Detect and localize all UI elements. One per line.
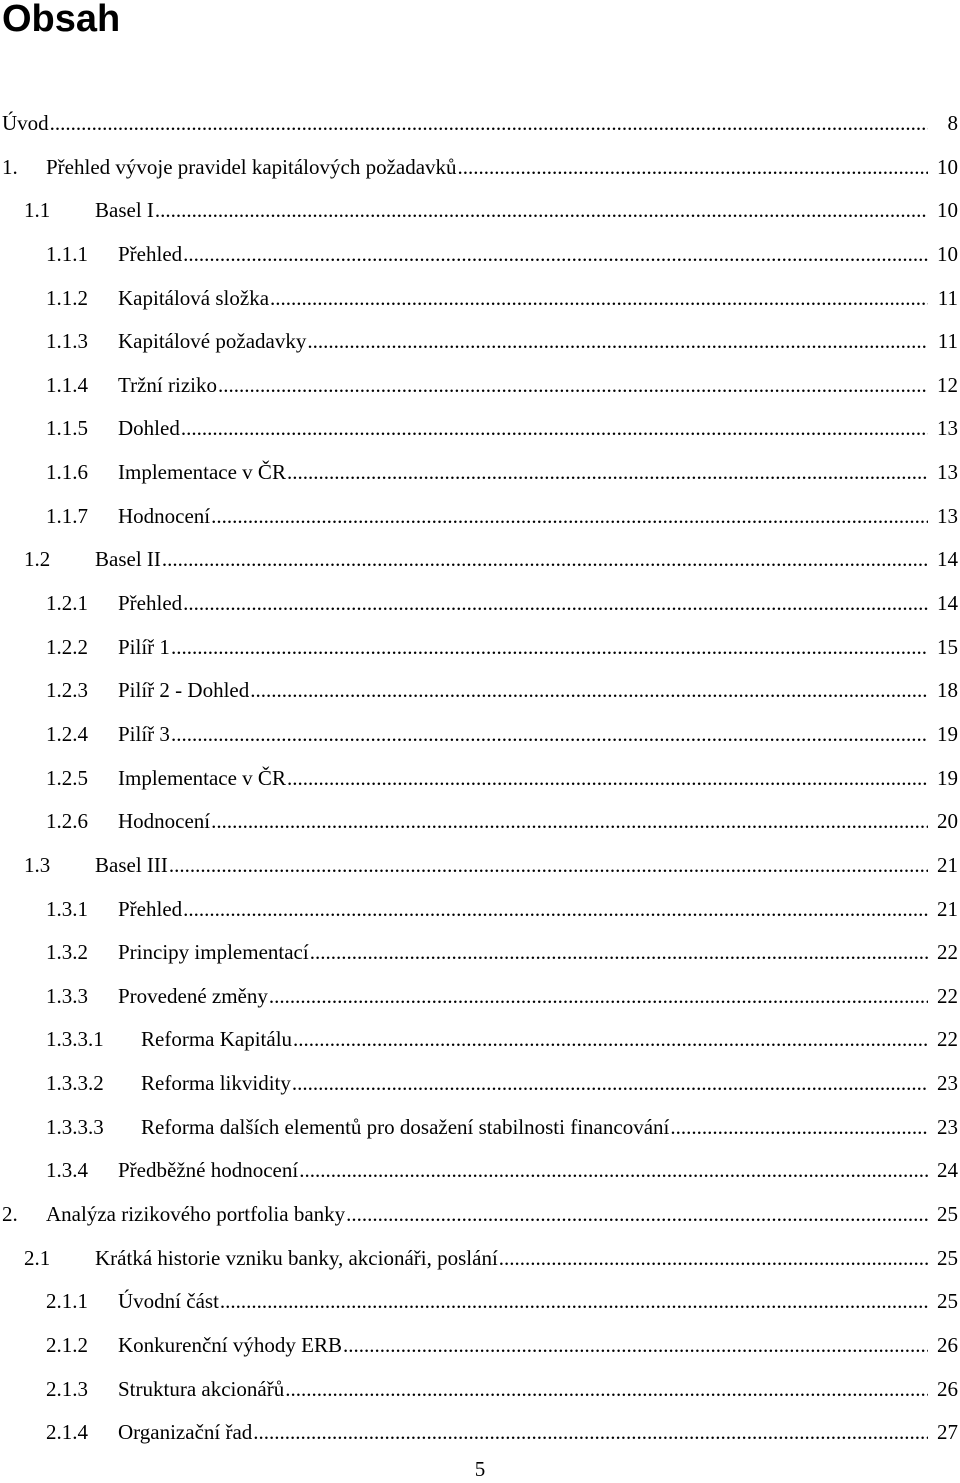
toc-entry-title: Přehled [118,888,182,932]
toc-entry-title: Dohled [118,407,180,451]
toc-entry[interactable] [0,451,960,495]
toc-entry-number: 1.1.3 [46,329,88,354]
toc-entry-title: Krátká historie vzniku banky, akcionáři, poslání [95,1237,498,1281]
toc-entry-page: 14 [937,547,958,572]
toc-entry-page: 13 [937,503,958,528]
toc-entry-page: 10 [937,154,958,179]
toc-entry-page: 10 [937,241,958,266]
toc-entry-title-line [118,1411,960,1455]
toc-entry-page: 24 [937,1158,958,1183]
toc-entry-number: 1.3.3.1 [46,1027,104,1052]
toc-entry-page: 8 [947,111,958,135]
toc-entry-page: 23 [937,1071,958,1096]
toc-dot-leader [49,102,928,146]
toc-entry-title-line [141,1106,960,1150]
toc-entry-title: Hodnocení [118,495,210,539]
toc-entry-title: Úvodní část [118,1280,219,1324]
toc-entry-title: Struktura akcionářů [118,1368,284,1412]
toc-entry-title: Úvod [2,102,49,146]
toc-entry-title: Analýza rizikového portfolia banky [46,1193,345,1237]
toc-entry-title-line [95,189,960,233]
toc-entry-title-line [141,1018,960,1062]
toc-entry-number: 2.1 [24,1245,51,1270]
toc-entry-number: 1.2.5 [46,765,88,790]
toc-dot-leader [219,1280,928,1324]
toc-dot-leader [217,364,928,408]
toc-entry-number: 1.2.4 [46,721,88,746]
toc-dot-leader [170,626,928,670]
toc-entry[interactable] [0,407,960,451]
toc-entry-page: 14 [937,591,958,616]
toc-entry-page: 18 [937,678,958,703]
toc-entry-page: 21 [937,896,958,921]
toc-entry-title-line [118,320,960,364]
page-number: 5 [474,1457,486,1481]
toc-entry-page: 26 [937,1376,958,1401]
toc-entry-title-line [118,713,960,757]
toc-entry[interactable] [0,1193,960,1237]
toc-entry-title: Reforma likvidity [141,1062,291,1106]
toc-entry-title: Principy implementací [118,931,309,975]
toc-entry[interactable] [0,1280,960,1324]
toc-entry-title-line [95,1237,960,1281]
toc-entry-number: 2.1.3 [46,1376,88,1401]
toc-entry-page: 19 [937,765,958,790]
toc-entry-page: 26 [937,1332,958,1357]
toc-entry-number: 1.1.2 [46,285,88,310]
toc-entry-title-line [95,844,960,888]
toc-entry-title-line [118,800,960,844]
toc-entry-number: 1.3.2 [46,940,88,965]
toc-entry-title: Tržní riziko [118,364,217,408]
toc-entry-title-line [2,102,960,146]
toc-dot-leader [252,1411,928,1455]
toc-entry[interactable] [0,146,960,190]
toc-entry-page: 25 [937,1289,958,1314]
toc-entry[interactable] [0,1324,960,1368]
toc-entry[interactable] [0,757,960,801]
toc-entry[interactable] [0,102,960,146]
toc-dot-leader [284,1368,928,1412]
toc-dot-leader [161,538,928,582]
toc-entry-page: 11 [937,329,958,354]
toc-entry-number: 1.1.4 [46,372,88,397]
toc-entry-page: 13 [937,416,958,441]
toc-entry[interactable] [0,233,960,277]
toc-entry-number: 1.1.7 [46,503,88,528]
toc-entry-title: Pilíř 3 [118,713,170,757]
toc-dot-leader [168,844,928,888]
toc-dot-leader [210,800,928,844]
toc-entry-title: Hodnocení [118,800,210,844]
toc-entry-title-line [118,1280,960,1324]
toc-dot-leader [249,669,928,713]
toc-entry[interactable] [0,1411,960,1455]
toc-entry-page: 22 [937,983,958,1008]
toc-entry-number: 1.2.3 [46,678,88,703]
toc-entry-title-line [118,1324,960,1368]
toc-entry-page: 19 [937,721,958,746]
toc-dot-leader [342,1324,928,1368]
toc-entry-title-line [118,975,960,1019]
toc-entry-number: 2.1.1 [46,1289,88,1314]
toc-entry-number: 1.2.1 [46,591,88,616]
toc-entry-number: 1.1.1 [46,241,88,266]
toc-dot-leader [286,757,928,801]
toc-entry-title: Implementace v ČR [118,757,286,801]
toc-entry-title-line [118,931,960,975]
toc-entry-number: 2.1.2 [46,1332,88,1357]
toc-dot-leader [498,1237,928,1281]
toc-entry-title: Konkurenční výhody ERB [118,1324,342,1368]
toc-entry-page: 27 [937,1420,958,1445]
toc-entry-title: Pilíř 2 - Dohled [118,669,249,713]
toc-entry[interactable] [0,538,960,582]
toc-dot-leader [309,931,928,975]
toc-entry-number: 1.3.4 [46,1158,88,1183]
toc-entry-title: Kapitálové požadavky [118,320,306,364]
toc-entry-page: 15 [937,634,958,659]
toc-entry-number: 1.1.5 [46,416,88,441]
toc-entry-number: 1.3.1 [46,896,88,921]
toc-entry-number: 1.1.6 [46,460,88,485]
toc-entry-number: 1.3.3.3 [46,1114,104,1139]
toc-dot-leader [292,1018,928,1062]
toc-dot-leader [269,277,928,321]
toc-entry-number: 1.3.3.2 [46,1071,104,1096]
toc-dot-leader [291,1062,928,1106]
toc-entry-title-line [118,1149,960,1193]
toc-entry[interactable] [0,1368,960,1412]
toc-dot-leader [268,975,928,1019]
toc-entry-title: Pilíř 1 [118,626,170,670]
toc-dot-leader [669,1106,928,1150]
toc-entry-title: Předběžné hodnocení [118,1149,298,1193]
toc-dot-leader [182,888,928,932]
toc-entry-number: 1.2 [24,547,51,572]
toc-entry-title: Basel III [95,844,168,888]
toc-entry[interactable] [0,189,960,233]
toc-entry-title: Organizační řad [118,1411,252,1455]
toc-entry-page: 23 [937,1114,958,1139]
toc-dot-leader [154,189,928,233]
toc-entry-page: 25 [937,1245,958,1270]
toc-entry-title: Reforma dalších elementů pro dosažení stabilnosti financování [141,1106,669,1150]
toc-entry[interactable] [0,1106,960,1150]
toc-entry-title-line [141,1062,960,1106]
toc-dot-leader [170,713,928,757]
toc-entry-title: Basel II [95,538,161,582]
toc-entry-page: 13 [937,460,958,485]
toc-dot-leader [180,407,928,451]
toc-entry-number: 1.2.6 [46,809,88,834]
toc-entry[interactable] [0,1062,960,1106]
toc-entry[interactable] [0,713,960,757]
toc-dot-leader [457,146,928,190]
toc-entry[interactable] [0,975,960,1019]
toc-entry[interactable] [0,582,960,626]
toc-dot-leader [182,582,928,626]
toc-entry-title: Přehled [118,233,182,277]
toc-dot-leader [182,233,928,277]
toc-entry-title: Přehled vývoje pravidel kapitálových požadavků [46,146,457,190]
toc-entry-page: 10 [937,198,958,223]
toc-entry-title-line [118,1368,960,1412]
toc-entry[interactable] [0,277,960,321]
toc-entry[interactable] [0,320,960,364]
toc-entry[interactable] [0,626,960,670]
toc-entry-page: 21 [937,852,958,877]
toc-entry-title-line [118,277,960,321]
toc-dot-leader [286,451,928,495]
toc-entry-page: 11 [937,285,958,310]
toc-entry-page: 22 [937,1027,958,1052]
toc-entry-title: Reforma Kapitálu [141,1018,292,1062]
toc-entry[interactable] [0,888,960,932]
toc-entry-page: 20 [937,809,958,834]
toc-entry-title-line [118,451,960,495]
toc-entry[interactable] [0,1149,960,1193]
toc-entry-title: Basel I [95,189,154,233]
toc-entry-number: 1. [2,154,18,179]
toc-entry-number: 1.2.2 [46,634,88,659]
toc-entry-title-line [46,1193,960,1237]
toc-entry-title-line [118,582,960,626]
toc-entry-title-line [118,888,960,932]
toc-dot-leader [298,1149,928,1193]
table-of-contents [0,102,960,1455]
toc-entry-title-line [118,233,960,277]
toc-entry-title-line [118,364,960,408]
toc-entry[interactable] [0,800,960,844]
toc-entry[interactable] [0,495,960,539]
toc-entry-title-line [118,757,960,801]
toc-entry[interactable] [0,1237,960,1281]
page-title: Obsah [2,0,121,40]
toc-entry-title-line [118,407,960,451]
toc-dot-leader [306,320,928,364]
toc-entry-number: 1.1 [24,198,51,223]
toc-entry[interactable] [0,669,960,713]
toc-entry-title-line [118,495,960,539]
toc-entry-title: Kapitálová složka [118,277,269,321]
toc-entry-number: 1.3 [24,852,51,877]
toc-entry[interactable] [0,364,960,408]
toc-entry-number: 2.1.4 [46,1420,88,1445]
toc-entry-title-line [46,146,960,190]
toc-entry[interactable] [0,931,960,975]
toc-entry-page: 22 [937,940,958,965]
toc-dot-leader [345,1193,928,1237]
toc-entry-title-line [118,669,960,713]
toc-entry-title: Provedené změny [118,975,268,1019]
toc-entry-title: Přehled [118,582,182,626]
toc-dot-leader [210,495,928,539]
toc-entry-page: 25 [937,1202,958,1227]
toc-entry[interactable] [0,1018,960,1062]
toc-entry-number: 2. [2,1202,18,1227]
toc-entry[interactable] [0,844,960,888]
toc-entry-page: 12 [937,372,958,397]
toc-entry-title-line [95,538,960,582]
toc-entry-number: 1.3.3 [46,983,88,1008]
toc-entry-title: Implementace v ČR [118,451,286,495]
toc-entry-title-line [118,626,960,670]
